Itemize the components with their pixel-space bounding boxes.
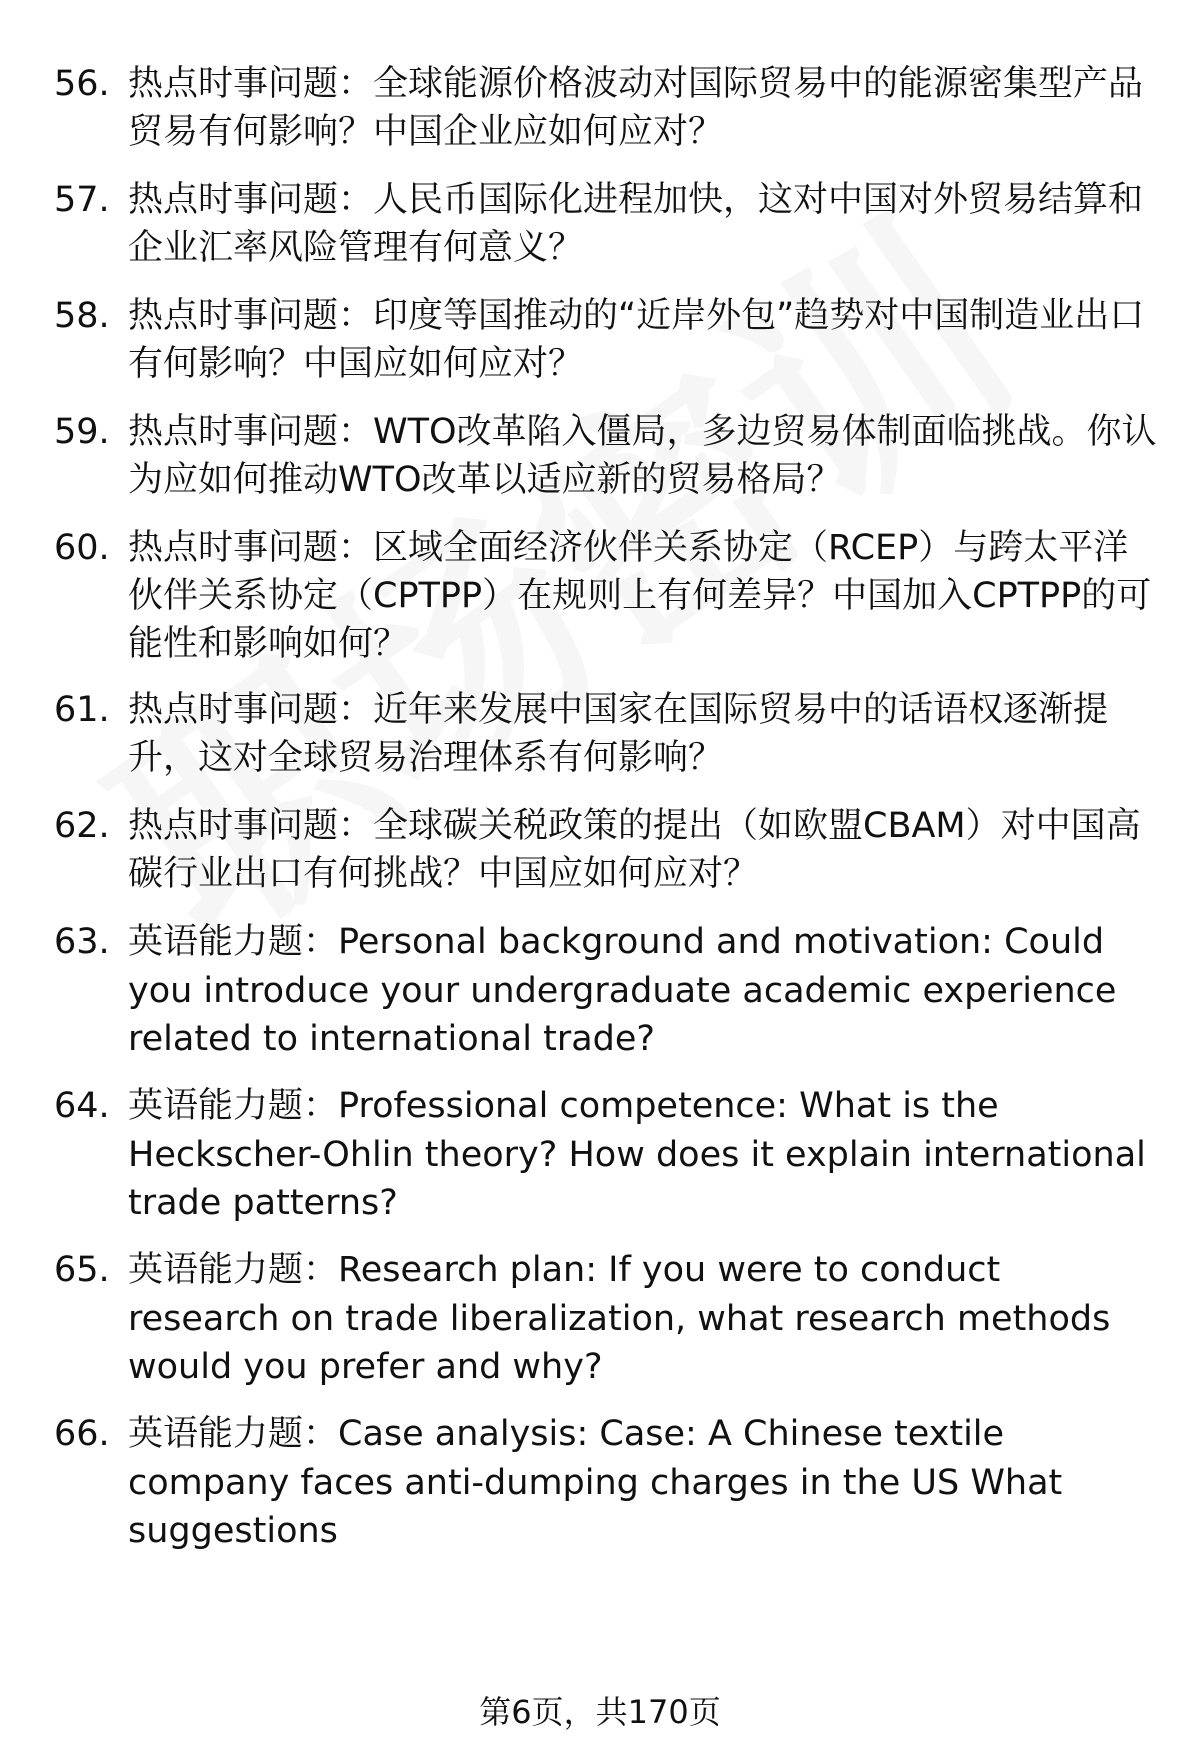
question-text: 热点时事问题：人民币国际化进程加快，这对中国对外贸易结算和企业汇率风险管理有何意义？ [128,180,1144,268]
question-number: 60. [54,528,110,568]
question-text: 热点时事问题：印度等国推动的“近岸外包”趋势对中国制造业出口有何影响？中国应如何应对？ [128,296,1145,384]
question-number: 58. [54,296,110,336]
question-number: 65. [54,1250,110,1290]
question-text: 英语能力题：Personal background and motivation: Could you introduce your undergraduate academic experience related to international trade? [128,922,1117,1059]
question-text: 英语能力题：Research plan: If you were to conduct research on trade liberalization, what research methods would you prefer and why? [128,1250,1111,1387]
question-number: 61. [54,690,110,730]
question-number: 59. [54,412,110,452]
question-number: 63. [54,922,110,962]
question-number: 66. [54,1414,110,1454]
question-text: 热点时事问题：全球碳关税政策的提出（如欧盟CBAM）对中国高碳行业出口有何挑战？中国应如何应对？ [128,806,1141,894]
question-text: 热点时事问题：WTO改革陷入僵局，多边贸易体制面临挑战。你认为应如何推动WTO改革以适应新的贸易格局？ [128,412,1157,500]
question-text: 英语能力题：Case analysis: Case: A Chinese textile company faces anti-dumping charges in the US What suggestions [128,1414,1063,1551]
question-number: 64. [54,1086,110,1126]
question-number: 56. [54,64,110,104]
question-text: 热点时事问题：近年来发展中国家在国际贸易中的话语权逐渐提升，这对全球贸易治理体系有何影响？ [128,690,1109,778]
page-indicator: 第6页，共170页 [479,1693,721,1731]
question-text: 英语能力题：Professional competence: What is the Heckscher-Ohlin theory? How does it explain international trade patterns? [128,1086,1146,1223]
question-number: 57. [54,180,110,220]
question-text: 热点时事问题：区域全面经济伙伴关系协定（RCEP）与跨太平洋伙伴关系协定（CPTPP）在规则上有何差异？中国加入CPTPP的可能性和影响如何？ [128,528,1152,664]
question-text: 热点时事问题：全球能源价格波动对国际贸易中的能源密集型产品贸易有何影响？中国企业应如何应对？ [128,64,1144,152]
question-number: 62. [54,806,110,846]
